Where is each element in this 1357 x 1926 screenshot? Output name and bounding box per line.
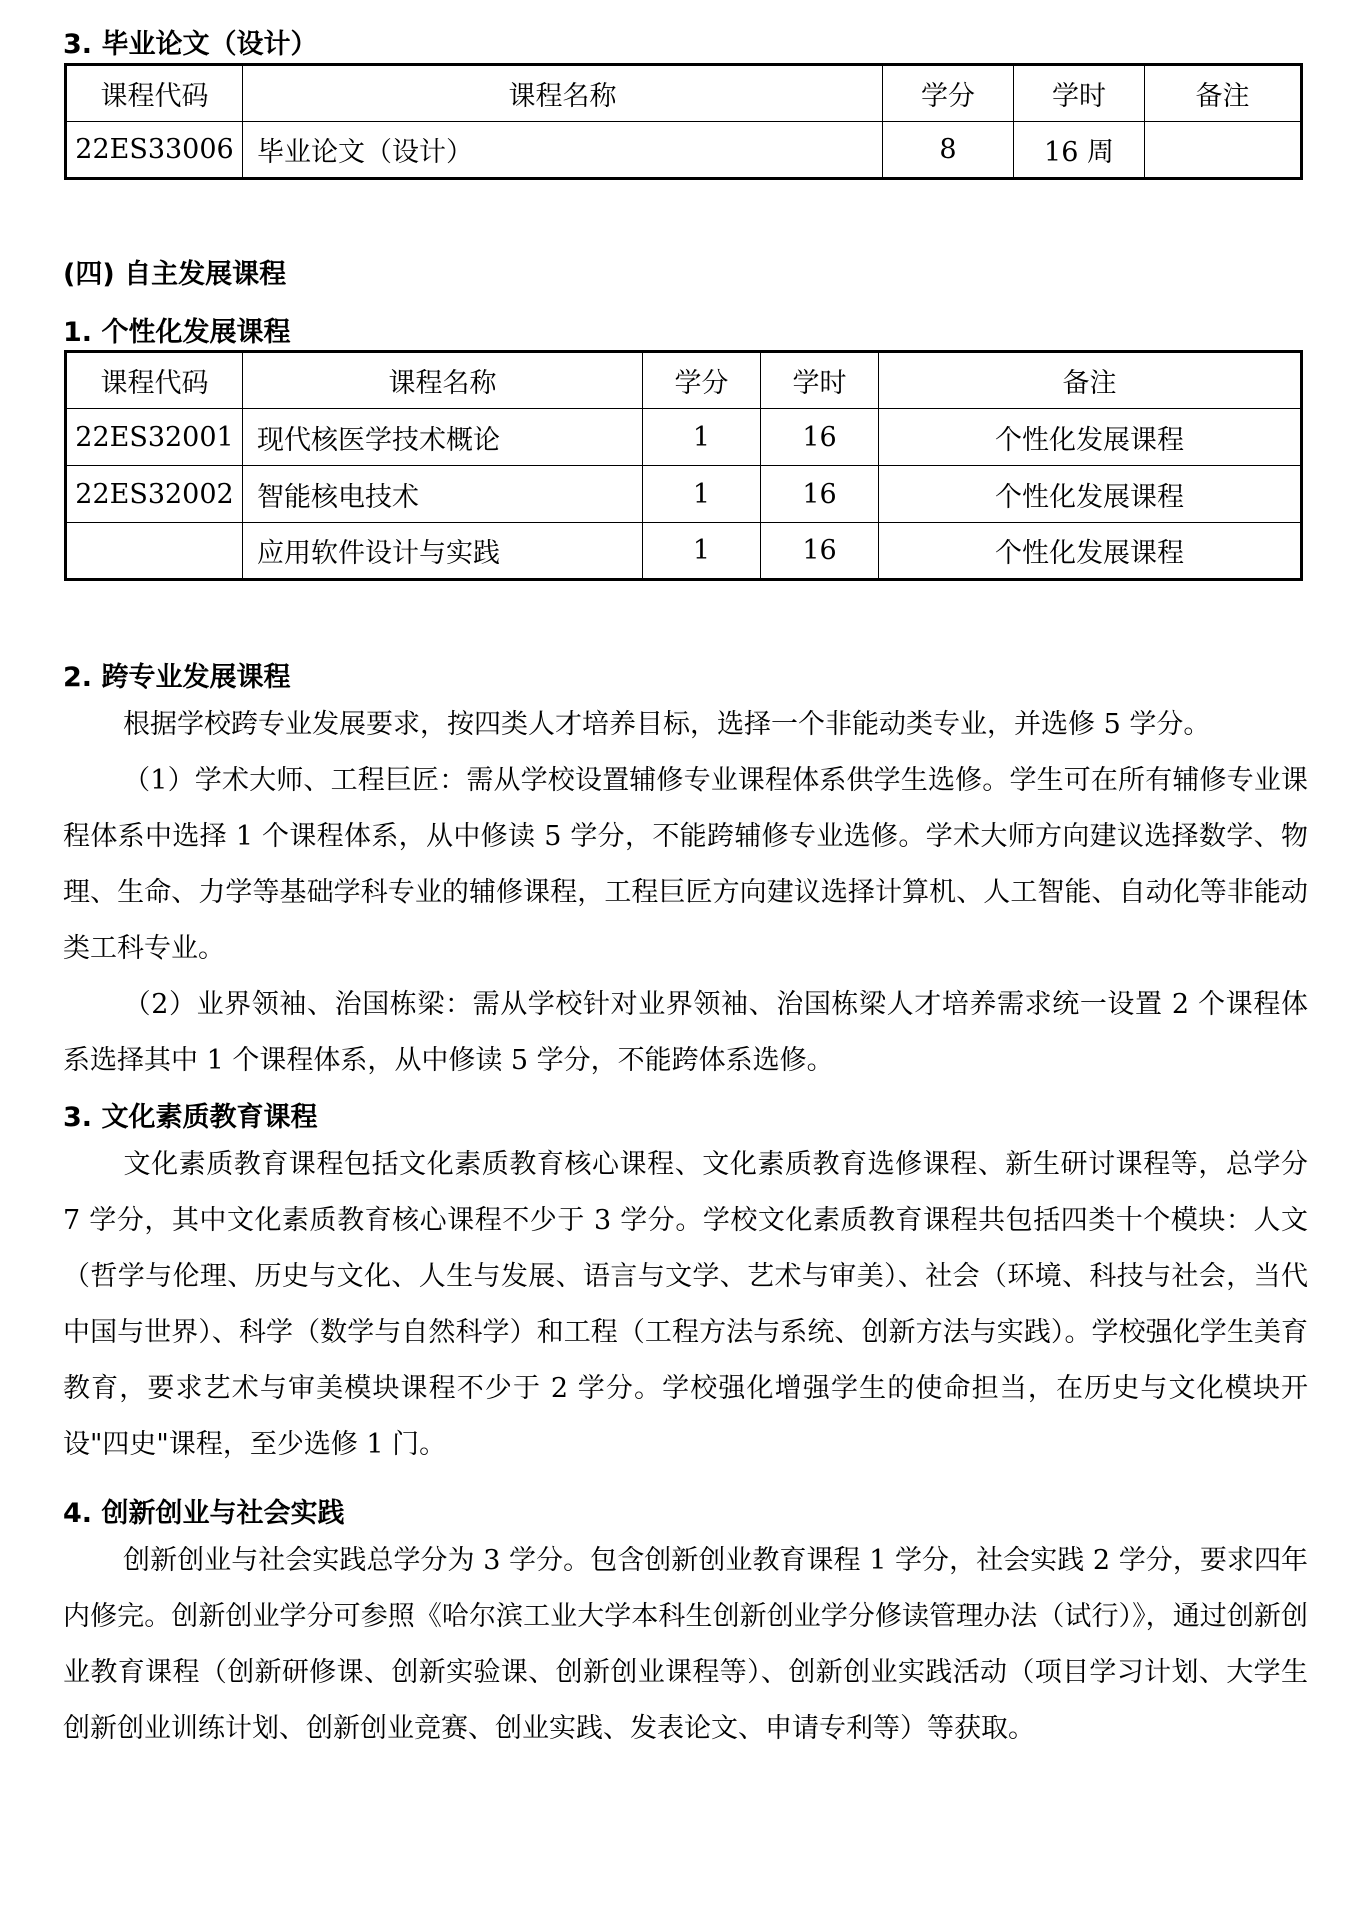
- course-name: 应用软件设计与实践: [243, 523, 643, 580]
- table-row: [66, 466, 1302, 523]
- table-header-row: [66, 65, 1302, 122]
- course-code: 22ES33006: [66, 122, 243, 179]
- culture-paragraph: [63, 1137, 1308, 1473]
- header-cell: 备注: [879, 352, 1302, 409]
- thesis-heading: 3. 毕业论文（设计）: [63, 29, 318, 60]
- course-code: 22ES32002: [66, 466, 243, 523]
- course-note: [1145, 122, 1302, 179]
- course-name: 毕业论文（设计）: [243, 122, 883, 179]
- cross-paragraph-1: [63, 697, 1308, 753]
- header-cell: 学分: [883, 65, 1014, 122]
- course-name: 现代核医学技术概论: [243, 409, 643, 466]
- header-cell: 备注: [1145, 65, 1302, 122]
- personal-table: [64, 350, 1303, 581]
- part4-heading: (四) 自主发展课程: [63, 259, 287, 290]
- course-note: 个性化发展课程: [879, 523, 1302, 580]
- course-note: 个性化发展课程: [879, 466, 1302, 523]
- table-row: [66, 409, 1302, 466]
- course-credit: 1: [643, 409, 761, 466]
- course-hours: 16: [761, 409, 879, 466]
- header-cell: 课程代码: [66, 65, 243, 122]
- header-cell: 学时: [1014, 65, 1145, 122]
- paragraph-text: 创新创业与社会实践总学分为 3 学分。包含创新创业教育课程 1 学分，社会实践 2 学分，要求四年内修完。创新创业学分可参照《哈尔滨工业大学本科生创新创业学分修读管理办法（试行）》，通过创新创业教育课程（创新研修课、创新实验课、创新创业课程等）、创新创业实践活动（项目学习计划、大学生创新创业训练计划、创新创业竞赛、创业实践、发表论文、申请专利等）等获取。: [63, 1545, 1308, 1744]
- course-hours: 16: [761, 466, 879, 523]
- thesis-table: [64, 63, 1303, 180]
- paragraph-text: 根据学校跨专业发展要求，按四类人才培养目标，选择一个非能动类专业，并选修 5 学分。: [123, 709, 1211, 740]
- header-cell: 学时: [761, 352, 879, 409]
- paragraph-text: （2）业界领袖、治国栋梁：需从学校针对业界领袖、治国栋梁人才培养需求统一设置 2 个课程体系选择其中 1 个课程体系，从中修读 5 学分，不能跨体系选修。: [63, 989, 1308, 1076]
- innovation-heading: 4. 创新创业与社会实践: [63, 1498, 345, 1529]
- course-credit: 1: [643, 523, 761, 580]
- cross-paragraph-2: [63, 753, 1308, 977]
- header-cell: 学分: [643, 352, 761, 409]
- header-cell: 课程代码: [66, 352, 243, 409]
- course-credit: 8: [883, 122, 1014, 179]
- paragraph-text: 文化素质教育课程包括文化素质教育核心课程、文化素质教育选修课程、新生研讨课程等，总学分 7 学分，其中文化素质教育核心课程不少于 3 学分。学校文化素质教育课程共包括四类十个模块：人文（哲学与伦理、历史与文化、人生与发展、语言与文学、艺术与审美）、社会（环境、科技与社会，当代中国与世界）、科学（数学与自然科学）和工程（工程方法与系统、创新方法与实践）。学校强化学生美育教育，要求艺术与审美模块课程不少于 2 学分。学校强化增强学生的使命担当，在历史与文化模块开设"四史"课程，至少选修 1 门。: [63, 1149, 1308, 1460]
- course-hours: 16: [761, 523, 879, 580]
- paragraph-text: （1）学术大师、工程巨匠：需从学校设置辅修专业课程体系供学生选修。学生可在所有辅修专业课程体系中选择 1 个课程体系，从中修读 5 学分，不能跨辅修专业选修。学术大师方向建议选择数学、物理、生命、力学等基础学科专业的辅修课程，工程巨匠方向建议选择计算机、人工智能、自动化等非能动类工科专业。: [63, 765, 1308, 964]
- course-hours: 16 周: [1014, 122, 1145, 179]
- course-name: 智能核电技术: [243, 466, 643, 523]
- header-cell: 课程名称: [243, 65, 883, 122]
- course-code: 22ES32001: [66, 409, 243, 466]
- header-cell: 课程名称: [243, 352, 643, 409]
- course-note: 个性化发展课程: [879, 409, 1302, 466]
- personal-heading: 1. 个性化发展课程: [63, 317, 291, 348]
- table-header-row: [66, 352, 1302, 409]
- innovation-paragraph: [63, 1533, 1308, 1757]
- course-credit: 1: [643, 466, 761, 523]
- course-code: [66, 523, 243, 580]
- cross-paragraph-3: [63, 977, 1308, 1089]
- culture-heading: 3. 文化素质教育课程: [63, 1102, 318, 1133]
- table-row: [66, 122, 1302, 179]
- cross-heading: 2. 跨专业发展课程: [63, 662, 291, 693]
- table-row: [66, 523, 1302, 580]
